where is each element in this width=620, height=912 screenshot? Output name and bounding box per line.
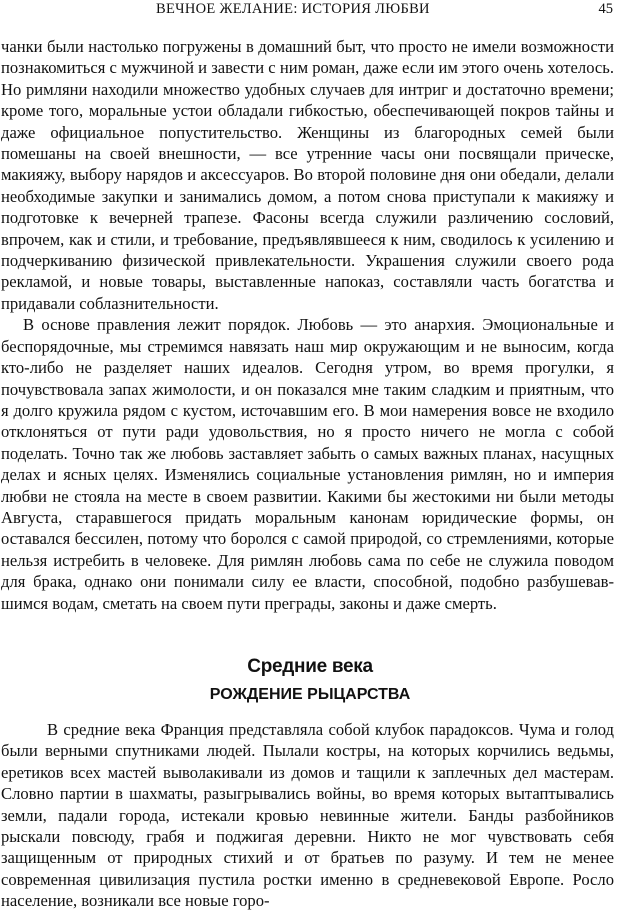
running-title: ВЕЧНОЕ ЖЕЛАНИЕ: ИСТОРИЯ ЛЮБВИ [156,1,430,17]
page-number: 45 [598,1,613,17]
paragraph-continued: чанки были настолько погружены в домашний быт, что просто не имели возможности познакомиться с мужчиной и завести с ним роман, даже если им этого очень хотелось. Но римляни находили множество удобных случаев для интриг и достаточно времени; кроме того, моральные устои обладали гибкостью, обеспечивающей покров тайны и даже официальное попустительство. Женщины из благородных семей были помешаны на своей внешности, — все утренние часы они посвящали прическе, макияжу, выбору нарядов и аксессуаров. Во второй половине дня они обедали, делали необходимые закупки и занимались домом, а потом снова приступали к макияжу и подготовке к вечерней трапезе. Фасоны всегда служили различению сословий, впрочем, как и стили, и требование, предъявлявшееся к ним, сводилось к усилению и подчеркиванию физической привлекательности. Украшения служили своего рода рекламой, и новые товары, выставленные напоказ, составляли часть богатства и придавали соблазнительности. [1,37,614,313]
body-text-top [1,36,614,614]
paragraph: В основе правления лежит порядок. Любовь — это анархия. Эмоциональные и беспорядочные, мы стремимся навязать наш мир окружающим и не выносим, когда кто-либо не разделяет наших идеалов. Сегодня утром, во время прогулки, я почувствовала запах жимолости, и он показался мне таким сладким и приятным, что я долго кружила рядом с кустом, источавшим его. В мои намерения вовсе не входило отклоняться от пути ради удовольствия, но я просто ничего не могла с собой поделать. Точно так же любовь заставляет забыть о самых важных планах, насущных делах и ясных целях. Изменялись социальные установления римлян, но и империя любви не стояла на месте в своем развитии. Какими бы жестокими ни были методы Августа, старавшегося придать моральным канонам юридические формы, он оставался бессилен, потому что боролся с самой природой, со стремлениями, которые нельзя истребить в человеке. Для римлян любовь сама по себе не служила поводом для брака, однако они понимали силу ее власти, способной, подобно разбушевавшимся водам, сметать на своем пути преграды, законы и даже смерть. [1,315,614,613]
subsection-heading: РОЖДЕНИЕ РЫЦАРСТВА [209,686,411,703]
body-text-bottom [1,719,614,912]
running-header [0,1,620,21]
paragraph: В средние века Франция представляла собой клубок парадоксов. Чума и голод были верными спутниками людей. Пылали костры, на которых корчились ведьмы, еретиков всех мастей выволакивали из домов и тащили к заплечных дел мастерам. Словно партии в шахматы, разыгрывались войны, во время которых вытаптывались земли, падали города, истекали кровью невинные жители. Банды разбойников рыскали повсюду, грабя и поджигая деревни. Никто не мог чувствовать себя защищенным от природных стихий и от братьев по разуму. И тем не менее современная цивилизация пустила ростки именно в средневековой Европе. Росло население, возникали все новые горо- [1,720,614,911]
section-heading: Средние века [247,656,373,677]
